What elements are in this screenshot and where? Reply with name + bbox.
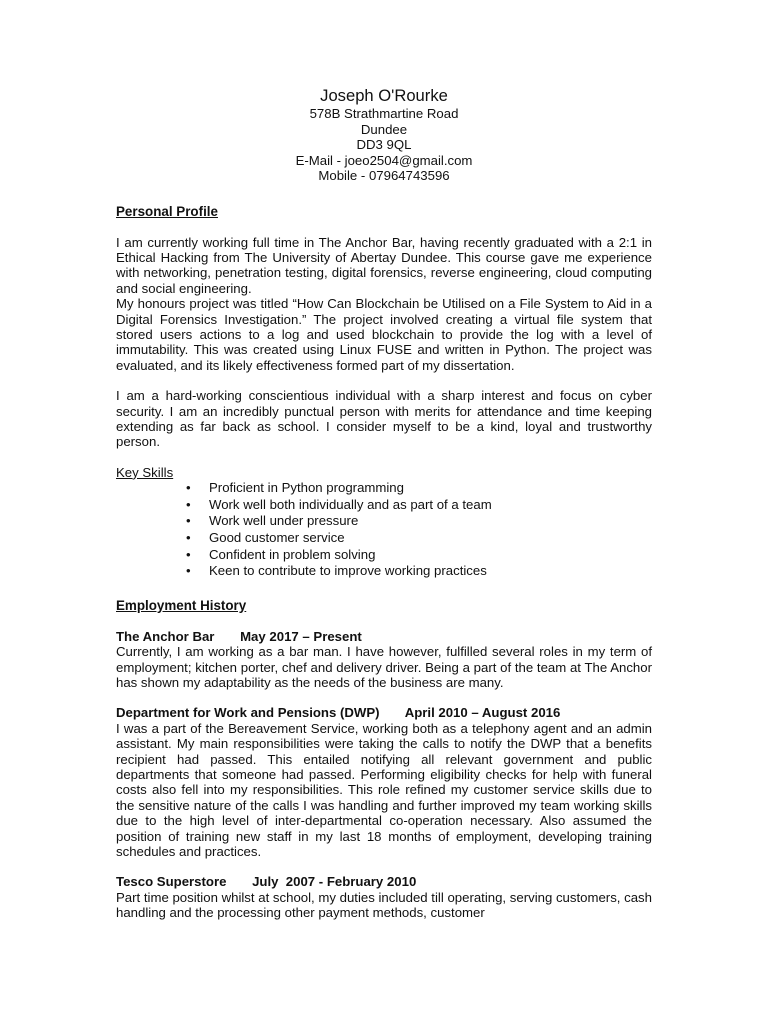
job-title: The Anchor Bar May 2017 – Present xyxy=(116,628,362,644)
skill-item xyxy=(186,547,652,564)
profile-paragraph-2: My honours project was titled “How Can Blockchain be Utilised on a File System to Aid in a Digital Forensics Investigation.” The project involved creating a virtual file system that stored users actions to a log and used blockchain to provide the log with a level of immutability. This was created using Linux FUSE and written in Python. The project was evaluated, and its likely effectiveness formed part of my dissertation. xyxy=(116,296,652,373)
job-description: Currently, I am working as a bar man. I have however, fulfilled several roles in my term of employment; kitchen porter, chef and delivery driver. Being a part of the team at The Anchor has shown my adaptability as the needs of the business are many. xyxy=(116,644,652,690)
address-line: 578B Strathmartine Road xyxy=(309,106,459,121)
skill-text: Confident in problem solving xyxy=(209,546,376,562)
candidate-name: Joseph O'Rourke xyxy=(320,86,448,105)
profile-paragraph-1: I am currently working full time in The Anchor Bar, having recently graduated with a 2:1 in Ethical Hacking from The University of Abertay Dundee. This course gave me experience with networking, penetration testing, digital forensics, reverse engineering, cloud computing and social engineering. xyxy=(116,234,652,296)
skill-text: Proficient in Python programming xyxy=(209,480,404,496)
key-skills-list xyxy=(116,480,652,580)
bullet-icon: • xyxy=(186,480,191,496)
bullet-icon: • xyxy=(186,513,191,529)
skill-item xyxy=(186,513,652,530)
job-entry-tesco xyxy=(116,874,652,920)
skill-text: Work well under pressure xyxy=(209,513,359,529)
email-line: E-Mail - joeo2504@gmail.com xyxy=(295,152,473,168)
cv-page xyxy=(116,86,652,921)
bullet-icon: • xyxy=(186,546,191,562)
address-postcode: DD3 9QL xyxy=(356,137,412,152)
skill-text: Good customer service xyxy=(209,529,345,545)
skill-item xyxy=(186,497,652,514)
job-description: I was a part of the Bereavement Service, working both as a telephony agent and an admin assistant. My main responsibilities were taking the calls to notify the DWP that a benefits recipient had passed. This entailed notifying all relevant government and public departments that someone had passed. Performing eligibility checks for help with funeral costs also fell into my responsibilities. This role refined my customer service skills due to the sensitive nature of the calls I was handling and further improved my team working skills due to the high level of inter-departmental co-operation necessary. Also assumed the position of training new staff in my last 18 months of employment, developing training schedules and practices. xyxy=(116,720,652,860)
skill-item xyxy=(186,530,652,547)
job-title: Tesco Superstore July 2007 - February 2010 xyxy=(116,874,417,890)
job-title: Department for Work and Pensions (DWP) April 2010 – August 2016 xyxy=(116,705,561,721)
job-entry-dwp xyxy=(116,705,652,859)
personal-profile-heading: Personal Profile xyxy=(116,203,218,219)
job-description: Part time position whilst at school, my duties included till operating, serving customers, cash handling and the processing other payment methods, customer xyxy=(116,889,652,921)
skill-item xyxy=(186,480,652,497)
skill-text: Work well both individually and as part of a team xyxy=(209,496,492,512)
bullet-icon: • xyxy=(186,563,191,579)
employment-history-heading: Employment History xyxy=(116,597,247,613)
skill-text: Keen to contribute to improve working practices xyxy=(209,563,487,579)
mobile-line: Mobile - 07964743596 xyxy=(318,168,450,183)
bullet-icon: • xyxy=(186,529,191,545)
profile-paragraph-3: I am a hard-working conscientious individual with a sharp interest and focus on cyber security. I am an incredibly punctual person with merits for attendance and time keeping extending as far back as school. I consider myself to be a kind, loyal and trustworthy person. xyxy=(116,388,652,450)
skill-item xyxy=(186,563,652,580)
address-city: Dundee xyxy=(360,121,408,137)
bullet-icon: • xyxy=(186,496,191,512)
job-entry-anchor-bar xyxy=(116,629,652,691)
key-skills-heading: Key Skills xyxy=(116,464,174,480)
contact-header xyxy=(116,86,652,184)
